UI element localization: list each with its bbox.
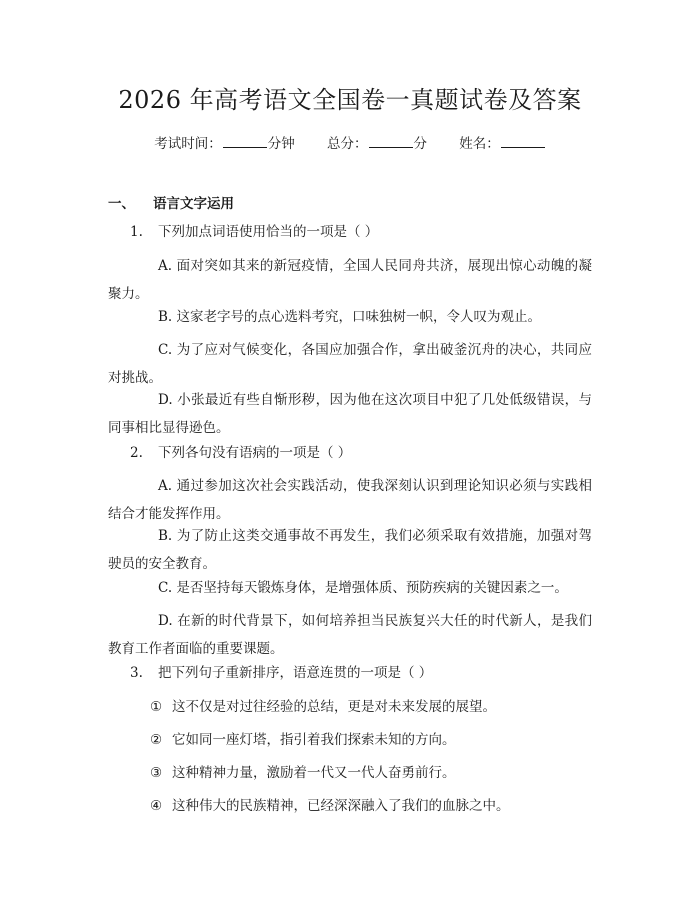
- sentence-1-text: 这不仅是对过往经验的总结，更是对未来发展的展望。: [172, 699, 496, 715]
- option-text: D. 在新的时代背景下，如何培养担当民族复兴大任的时代新人，是我们: [158, 613, 592, 629]
- question-1-number: 1.: [130, 224, 143, 240]
- option-text: A. 通过参加这次社会实践活动，使我深刻认识到理论知识必须与实践相: [158, 478, 592, 494]
- section-title: 语言文字运用: [153, 196, 234, 212]
- option-text: B. 为了防止这类交通事故不再发生，我们必须采取有效措施，加强对驾: [158, 528, 592, 544]
- question-1-text: 下列加点词语使用恰当的一项是（ ）: [158, 224, 379, 240]
- question-3-sentence-4: [150, 796, 510, 816]
- option-text: 聚力。: [108, 286, 149, 302]
- exam-meta: [0, 132, 700, 152]
- sentence-2-text: 它如同一座灯塔，指引着我们探索未知的方向。: [172, 732, 456, 748]
- option-text: A. 面对突如其来的新冠疫情，全国人民同舟共济，展现出惊心动魄的凝: [158, 258, 592, 274]
- question-3-sentence-1: [150, 697, 496, 717]
- exam-time: [154, 136, 299, 152]
- exam-score: [327, 136, 431, 152]
- question-1-option-a: [108, 256, 592, 304]
- question-3-stem: [130, 663, 432, 683]
- option-text: 对挑战。: [108, 370, 162, 386]
- sentence-3-mark: ③: [150, 765, 163, 781]
- section-number: 一、: [108, 196, 135, 212]
- question-1-option-c: [108, 340, 592, 388]
- exam-name: [459, 136, 546, 152]
- page-title: 2026 年高考语文全国卷一真题试卷及答案: [118, 86, 582, 114]
- option-text: 同事相比显得逊色。: [108, 420, 230, 436]
- exam-name-label: 姓名：: [459, 136, 500, 152]
- question-2-option-a: [108, 476, 592, 524]
- exam-time-blank: [223, 135, 267, 148]
- question-1-stem: [130, 222, 378, 242]
- sentence-4-mark: ④: [150, 798, 163, 814]
- sentence-1-mark: ①: [150, 699, 163, 715]
- option-text: C. 为了应对气候变化，各国应加强合作，拿出破釜沉舟的决心，共同应: [158, 342, 592, 358]
- exam-score-blank: [369, 135, 413, 148]
- option-text: D. 小张最近有些自惭形秽，因为他在这次项目中犯了几处低级错误，与: [158, 392, 592, 408]
- sentence-2-mark: ②: [150, 732, 163, 748]
- exam-score-label: 总分：: [327, 136, 368, 152]
- question-1-option-b: B. 这家老字号的点心选料考究，口味独树一帜，令人叹为观止。: [158, 309, 542, 325]
- question-3-sentence-3: [150, 763, 456, 783]
- option-text: 教育工作者面临的重要课题。: [108, 641, 284, 657]
- question-2-text: 下列各句没有语病的一项是（ ）: [158, 445, 352, 461]
- exam-score-unit: 分: [413, 136, 427, 152]
- exam-name-blank: [501, 135, 545, 148]
- question-2-stem: [130, 443, 351, 463]
- sentence-3-text: 这种精神力量，激励着一代又一代人奋勇前行。: [172, 765, 456, 781]
- option-text: 驶员的安全教育。: [108, 556, 216, 572]
- question-3-number: 3.: [130, 665, 143, 681]
- question-2-number: 2.: [130, 445, 143, 461]
- sentence-4-text: 这种伟大的民族精神，已经深深融入了我们的血脉之中。: [172, 798, 510, 814]
- question-2-option-d: [108, 611, 592, 659]
- question-2-option-b: [108, 526, 592, 574]
- question-3-text: 把下列句子重新排序，语意连贯的一项是（ ）: [158, 665, 433, 681]
- exam-time-label: 考试时间：: [154, 136, 222, 152]
- exam-time-unit: 分钟: [267, 136, 295, 152]
- question-3-sentence-2: [150, 730, 456, 750]
- section-heading: [108, 192, 234, 212]
- question-1-option-d: [108, 390, 592, 438]
- option-text: 结合才能发挥作用。: [108, 506, 230, 522]
- question-2-option-c: C. 是否坚持每天锻炼身体，是增强体质、预防疾病的关键因素之一。: [158, 580, 568, 596]
